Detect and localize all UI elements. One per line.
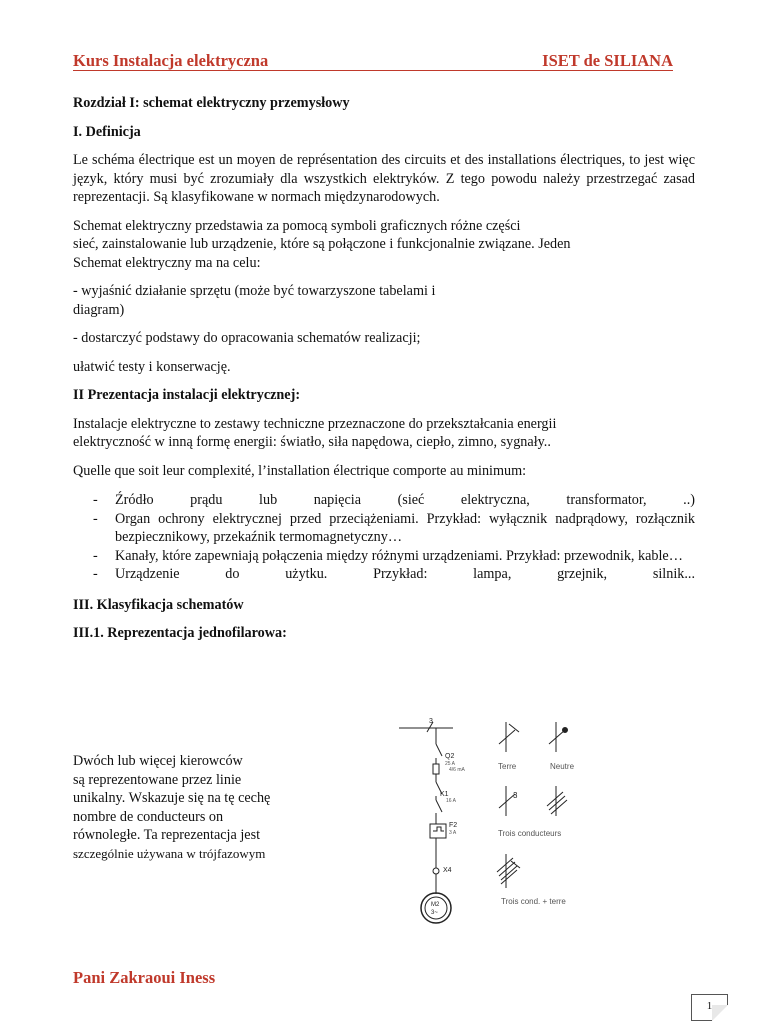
- section-definition-title: I. Definicja: [73, 123, 141, 140]
- list-item: - Kanały, które zapewniają połączenia między różnymi urządzeniami. Przykład: przewodnik, kable…: [73, 547, 695, 566]
- three-cond-earth-label: Trois cond. + terre: [501, 897, 566, 906]
- purpose-item-1-line-2: diagram): [73, 301, 125, 318]
- f2-relay-symbol: [433, 827, 444, 831]
- conductor-mark: [501, 866, 517, 880]
- components-list: [73, 491, 695, 584]
- f2-rating: 3 A: [449, 830, 457, 836]
- presentation-line-2: elektryczność w inną formę energii: światło, siła napędowa, ciepło, zimno, sygnały..: [73, 434, 551, 450]
- chapter-title: Rozdział I: schemat elektryczny przemysłowy: [73, 95, 350, 111]
- author-name: Pani Zakraoui Iness: [73, 968, 216, 987]
- single-line-description: [73, 752, 313, 863]
- x4-terminal: [433, 868, 439, 874]
- definition-paragraph: Le schéma électrique est un moyen de représentation des circuits et des installations électriques, to jest więc język, który musi być zrozumiały dla wszystkich elektryków. Z tego powodu należy przestrzegać zasad reprezentacji. Są klasyfikowane w normach międzynarodowych.: [73, 152, 695, 205]
- institution-name: ISET de SILIANA: [542, 51, 673, 70]
- purpose-item-1-line-1: - wyjaśnić działanie sprzętu (może być towarzyszone tabelami i: [73, 283, 436, 299]
- schema-line-1: Schemat elektryczny przedstawia za pomocą symboli graficznych różne części: [73, 217, 521, 234]
- bus-three-label: 3: [429, 718, 433, 725]
- conductor-mark: [551, 800, 567, 814]
- schema-line-3: Schemat elektryczny ma na celu:: [73, 254, 261, 271]
- minimum-components-intro: Quelle que soit leur complexité, l’installation électrique comporte au minimum:: [73, 462, 527, 479]
- list-item: - Urządzenie do użytku. Przykład: lampa, grzejnik, silnik...: [73, 565, 695, 584]
- subsection-single-line-title: III.1. Reprezentacja jednofilarowa:: [73, 625, 287, 641]
- description-line: nombre de conducteurs on: [73, 808, 224, 825]
- list-item: - Źródło prądu lub napięcia (sieć elektryczna, transformator, ..): [73, 491, 695, 510]
- single-line-diagram: [393, 716, 603, 926]
- section-classification-title: III. Klasyfikacja schematów: [73, 596, 244, 613]
- three-label: 3: [513, 791, 518, 800]
- course-title: Kurs Instalacja elektryczna: [73, 51, 269, 70]
- purpose-item-2: - dostarczyć podstawy do opracowania schematów realizacji;: [73, 330, 421, 346]
- document-body: [73, 94, 695, 643]
- description-line: są reprezentowane przez linie: [73, 771, 242, 788]
- k1-contact: [436, 800, 442, 812]
- description-line: szczególnie używana w trójfazowym: [73, 845, 266, 861]
- presentation-line-1: Instalacje elektryczne to zestawy techniczne przeznaczone do przekształcania energii: [73, 415, 557, 432]
- q2-label: Q2: [445, 753, 455, 760]
- switch-blade: [436, 744, 442, 756]
- motor-symbol: 3~: [431, 910, 438, 916]
- conductor-mark: [497, 858, 513, 872]
- schema-line-2: sieć, zainstalowanie lub urządzenie, które są połączone i funkcjonalnie związane. Jeden: [73, 236, 571, 252]
- f2-label: F2: [449, 822, 458, 829]
- purpose-item-1: [73, 282, 695, 319]
- k1-label: K1: [440, 791, 449, 798]
- page-header: [73, 52, 673, 71]
- description-line: równoległe. Ta reprezentacja jest: [73, 827, 261, 843]
- neutre-dot: [563, 728, 568, 733]
- neutre-mark: [549, 730, 565, 744]
- conductor-mark: [549, 796, 565, 810]
- q2-breaker-body: [433, 764, 439, 774]
- q2-extra: 4/6 mA: [449, 767, 465, 773]
- description-line: Dwóch lub więcej kierowców: [73, 753, 243, 769]
- terre-label: Terre: [498, 762, 517, 771]
- description-line: unikalny. Wskazuje się na tę cechę: [73, 790, 271, 806]
- page-number: 1: [691, 994, 728, 1021]
- purpose-item-3: ułatwić testy i konserwację.: [73, 358, 231, 375]
- motor-label: M2: [431, 902, 440, 908]
- section-presentation-title: II Prezentacja instalacji elektrycznej:: [73, 387, 301, 403]
- presentation-paragraph: [73, 415, 695, 452]
- neutre-label: Neutre: [550, 762, 575, 771]
- q2-rating: 25 A: [445, 761, 456, 767]
- terre-mark: [499, 730, 515, 744]
- x4-label: X4: [443, 867, 452, 874]
- k1-rating: 16 A: [446, 798, 457, 804]
- list-item: - Organ ochrony elektrycznej przed przeciążeniami. Przykład: wyłącznik nadprądowy, rozłącznik bezpiecznikowy, przekaźnik termomagnetyczny…: [73, 510, 695, 547]
- conductor-mark: [547, 792, 563, 806]
- three-conductors-label: Trois conducteurs: [498, 829, 562, 838]
- schema-paragraph: [73, 217, 695, 273]
